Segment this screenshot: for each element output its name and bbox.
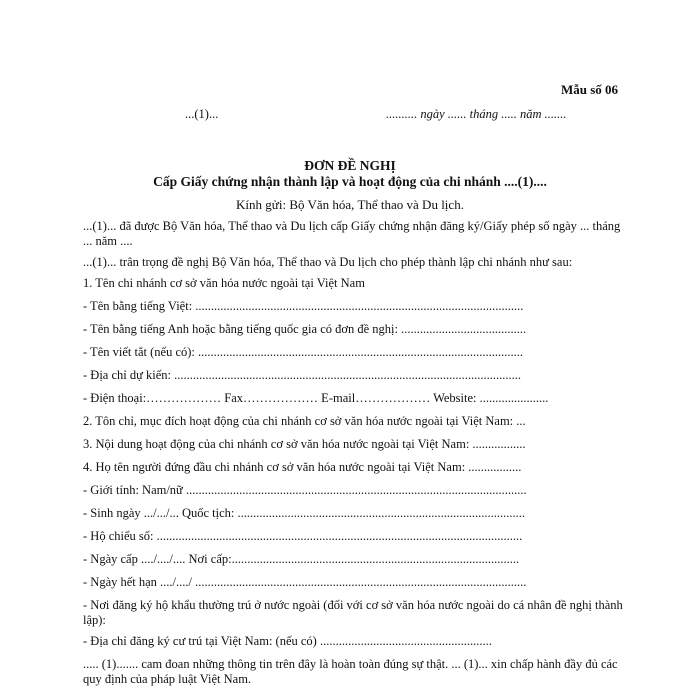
field-gender: - Giới tính: Nam/nữ ............................................................................................................. — [83, 483, 527, 497]
field-foreign-residence: - Nơi đăng ký hộ khẩu thường trú ở nước ngoài (đối với cơ sở văn hóa nước ngoài do cá nhân đề nghị thành lập): — [83, 598, 623, 627]
field-issue-date-place: - Ngày cấp ..../..../.... Nơi cấp:............................................................................................ — [83, 552, 520, 566]
section-3-heading: 3. Nội dung hoạt động của chi nhánh cơ sở văn hóa nước ngoài tại Việt Nam: ................. — [83, 437, 526, 451]
intro-paragraph-2: ...(1)... trân trọng đề nghị Bộ Văn hóa, Thể thao và Du lịch cho phép thành lập chi nhánh như sau: — [83, 255, 573, 269]
field-passport: - Hộ chiếu số: ..................................................................................................................... — [83, 529, 523, 543]
field-vietnam-residence: - Địa chỉ đăng ký cư trú tại Việt Nam: (nếu có) ....................................................... — [83, 634, 492, 648]
document-subtitle: Cấp Giấy chứng nhận thành lập và hoạt động của chi nhánh ....(1).... — [153, 174, 547, 189]
section-4-heading: 4. Họ tên người đứng đầu chi nhánh cơ sở văn hóa nước ngoài tại Việt Nam: ................. — [83, 460, 522, 474]
document-body — [83, 219, 623, 693]
form-number: Mẫu số 06 — [560, 82, 618, 97]
date-line: .......... ngày ...... tháng ..... năm ....... — [386, 107, 567, 121]
recipient-line: Kính gửi: Bộ Văn hóa, Thể thao và Du lịch. — [236, 197, 464, 212]
field-planned-address: - Địa chỉ dự kiến: ............................................................................................................... — [83, 368, 522, 382]
place-placeholder: ...(1)... — [185, 107, 219, 121]
field-expiry-date: - Ngày hết hạn ..../..../ .......................................................................................................... — [83, 575, 527, 589]
commitment-paragraph: ..... (1)....... cam đoan những thông tin trên đây là hoàn toàn đúng sự thật. ... (1)... xin chấp hành đầy đủ các quy định của pháp luật Việt Nam. — [83, 657, 618, 686]
field-foreign-name: - Tên bằng tiếng Anh hoặc bằng tiếng quốc gia có đơn đề nghị: ........................................ — [83, 322, 527, 336]
section-2-heading: 2. Tôn chỉ, mục đích hoạt động của chi nhánh cơ sở văn hóa nước ngoài tại Việt Nam: ... — [83, 414, 526, 428]
document-title: ĐƠN ĐỀ NGHỊ — [304, 158, 396, 173]
field-abbreviation: - Tên viết tắt (nếu có): ........................................................................................................ — [83, 345, 524, 359]
field-contact: - Điện thoại:……………… Fax……………… E-mail……………… Website: ...................... — [83, 391, 549, 405]
section-1-heading: 1. Tên chi nhánh cơ sở văn hóa nước ngoài tại Việt Nam — [83, 276, 365, 290]
intro-paragraph-1: ...(1)... đã được Bộ Văn hóa, Thể thao và Du lịch cấp Giấy chứng nhận đăng ký/Giấy phép số ngày ... tháng ... năm .... — [83, 219, 621, 248]
field-birth-nationality: - Sinh ngày .../.../... Quốc tịch: ............................................................................................ — [83, 506, 525, 520]
field-vietnamese-name: - Tên bằng tiếng Việt: ......................................................................................................... — [83, 299, 524, 313]
